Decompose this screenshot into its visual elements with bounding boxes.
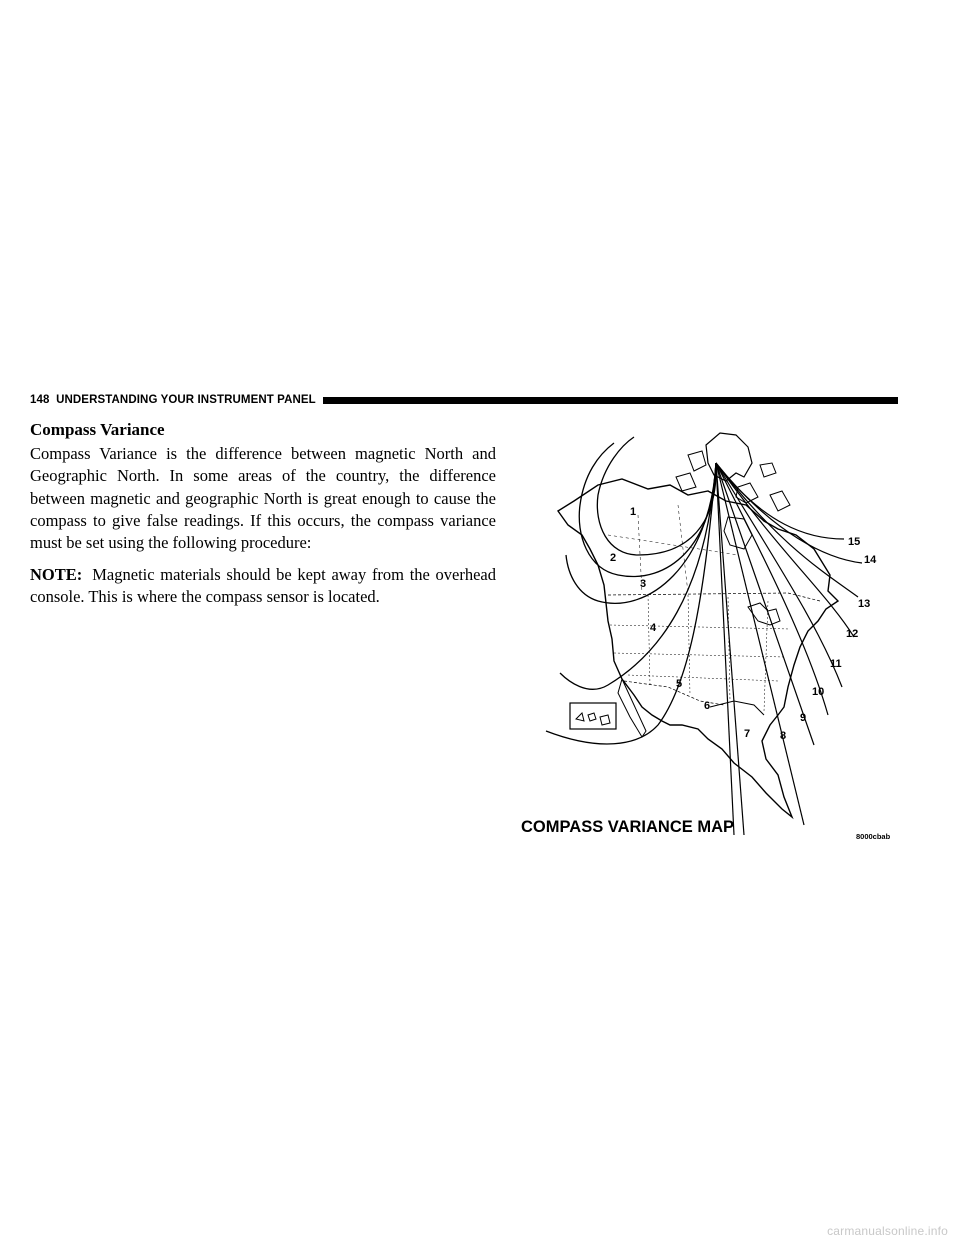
zone-label-9: 9 — [800, 712, 807, 724]
isogonic-line-11 — [716, 463, 842, 687]
hawaii-islands — [576, 713, 610, 725]
header-rule — [323, 397, 898, 404]
state-lines-2 — [610, 625, 790, 681]
zone-label-8: 8 — [780, 730, 787, 742]
isogonic-line-9 — [716, 463, 814, 745]
isogonic-line-13 — [716, 463, 861, 597]
gulf-coast — [710, 701, 764, 715]
hawaii-inset-frame — [570, 703, 616, 729]
running-header — [30, 392, 898, 408]
zone-label-2: 2 — [610, 552, 617, 564]
note-label: NOTE: — [30, 565, 83, 584]
isogonic-line-14 — [716, 463, 862, 563]
intro-paragraph: Compass Variance is the difference between magnetic North and Geographic North. In some areas of the country, the difference between magnetic and geographic North is great enough to cause the compass to give false readings. If this occurs, the compass variance must be set using the following procedure: — [30, 444, 496, 553]
baja-peninsula — [618, 679, 646, 737]
zone-label-12: 12 — [846, 628, 859, 640]
isogonic-line-2 — [579, 443, 716, 577]
zone-label-1: 1 — [630, 506, 637, 518]
arctic-island-4 — [770, 491, 790, 511]
map-code: 8000cbab — [856, 832, 891, 841]
zone-label-15: 15 — [848, 536, 861, 548]
hudson-bay — [724, 517, 752, 549]
arctic-island-5 — [676, 473, 696, 491]
zone-label-13: 13 — [858, 598, 871, 610]
section-title: Compass Variance — [30, 420, 165, 439]
canada-us-border — [608, 593, 820, 601]
footer-watermark: carmanualsonline.info — [827, 1224, 948, 1238]
zone-label-10: 10 — [812, 686, 825, 698]
header-label — [30, 394, 316, 406]
page-number: 148 — [30, 394, 50, 406]
note-text: Magnetic materials should be kept away from the overhead console. This is where the compass sensor is located. — [30, 565, 496, 607]
section-name: UNDERSTANDING YOUR INSTRUMENT PANEL — [56, 394, 316, 406]
map-caption: COMPASS VARIANCE MAP — [521, 818, 734, 836]
compass-variance-map — [538, 425, 898, 855]
arctic-island-2 — [760, 463, 776, 477]
zone-label-3: 3 — [640, 578, 647, 590]
zone-label-5: 5 — [676, 678, 683, 690]
isogonic-line-10 — [716, 463, 828, 715]
arctic-island-1 — [688, 451, 706, 471]
map-illustration — [538, 425, 898, 855]
zone-label-4: 4 — [650, 622, 657, 634]
zone-label-14: 14 — [864, 554, 877, 566]
zone-label-7: 7 — [744, 728, 751, 740]
zone-label-11: 11 — [830, 658, 842, 670]
note-paragraph — [30, 564, 496, 609]
greenland-shape — [706, 433, 752, 481]
isogonic-line-6 — [716, 463, 734, 835]
zone-label-6: 6 — [704, 700, 711, 712]
state-lines-1 — [648, 595, 768, 711]
